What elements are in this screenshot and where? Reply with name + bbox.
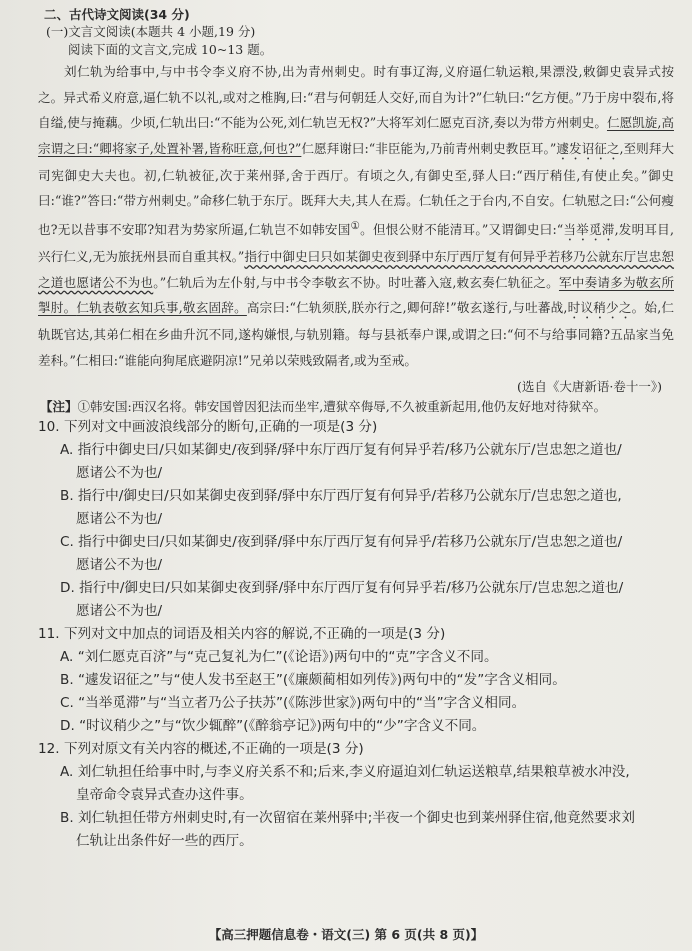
- passage-text: 。始,仁轨既官达,其弟仁相在乡曲升沉不同,遂构嫌恨,与轨别籍。每与县祇奉户课,或谓之曰:“何不与给事同籍?五品家当免差科。”仁相曰:“谁能向狗尾底避阴凉!”兄弟以荣贱致隔者,或为至戒。: [38, 300, 674, 368]
- option-text: 皇帝命令袁异式查办这件事。: [76, 786, 253, 803]
- question-11: [38, 623, 674, 738]
- option-c: C. “当举觅滞”与“当立者乃公子扶苏”(《陈涉世家》)两句中的“当”字含义相同。: [60, 694, 526, 711]
- question-12: [38, 738, 674, 853]
- passage-text: ,至则拜大司宪御史大夫也。初,仁轨被征,次于莱州驿,舍于西厅。有顷之久,有御史至,驿人曰:“西厅稍佳,有使止矣。”御史曰:“谁?”答曰:“带方州刺史。”命移仁轨于东厅。既拜大夫,其人在焉。仁轨任之于台内,不自安。仁轨慰之曰:“公何瘦也?无以昔事不安耶?知君为势家所逼,仁轨岂不如韩安国: [38, 140, 674, 238]
- question-stem: 11. 下列对文中加点的词语及相关内容的解说,不正确的一项是(3 分): [38, 625, 446, 642]
- passage-text: ,发明耳目,兴行仁义,无为旅抚州县而自重其权。”: [38, 222, 674, 265]
- instruction: 阅读下面的文言文,完成 10~13 题。: [68, 42, 273, 57]
- option-d: [60, 577, 674, 623]
- option-text: C. 指行中御史曰/只如某御史/夜到驿/驿中东厅西厅复有何异乎/若移乃公就东厅/岂忠恕之道也/: [60, 533, 623, 550]
- underlined-sentence: 仁愿凯旋,高宗谓之曰:“卿将家子,处置补署,皆称旺意,何也?”: [38, 115, 674, 156]
- option-text: D. 指行中/御史曰/只如某御史夜到驿/驿中东厅西厅复有何异乎若/移乃公就东厅/岂忠恕之道也/: [60, 579, 624, 596]
- section-title: 二、古代诗文阅读(34 分): [44, 7, 190, 22]
- passage-text: 。”仁轨后为左仆射,与中书令李敬玄不协。: [153, 274, 389, 290]
- subsection-title: (一)文言文阅读(本题共 4 小题,19 分): [46, 24, 256, 39]
- question-stem: 10. 下列对文中画波浪线部分的断句,正确的一项是(3 分): [38, 418, 378, 435]
- option-b: B. “遽发诏征之”与“使人发书至赵王”(《廉颇蔺相如列传》)两句中的“发”字含义相同。: [60, 671, 566, 688]
- dotted-word: 遽发诏征之: [556, 140, 620, 156]
- passage-text: 。但恨公财不能清耳。”又谓御史曰:“: [360, 222, 564, 238]
- option-text: B. 指行中/御史曰/只如某御史夜到驿/驿中东厅西厅复有何异乎/若移乃公就东厅/岂忠恕之道也,: [60, 487, 622, 504]
- passage-text: 高宗曰:“仁轨须朕,朕亦行之,卿何辞!”敬玄遂行,与吐蕃战,: [246, 300, 568, 316]
- underlined-sentence: 军中奏请多为敬玄所掣肘。: [38, 274, 674, 316]
- option-d: D. “时议稍少之”与“饮少辄醉”(《醉翁亭记》)两句中的“少”字含义不同。: [60, 717, 486, 734]
- dotted-word: 时议稍少之: [567, 300, 632, 316]
- option-b: [60, 485, 674, 531]
- option-b: [60, 807, 674, 853]
- option-c: [60, 531, 674, 577]
- option-text: 愿诸公不为也/: [76, 464, 163, 481]
- option-text: 愿诸公不为也/: [76, 602, 163, 619]
- option-text: A. 指行中御史曰/只如某御史/夜到驿/驿中东厅西厅复有何异乎若/移乃公就东厅/岂忠恕之道也/: [60, 441, 622, 458]
- passage-text: 岂无权?: [325, 115, 370, 131]
- option-text: A. 刘仁轨担任给事中时,与李义府关系不和;后来,李义府逼迫刘仁轨运送粮草,结果粮草被水冲没,: [60, 763, 630, 780]
- passage-text: ”大将军刘仁愿克百济,奏以为带方州刺史。: [369, 115, 607, 131]
- option-text: 愿诸公不为也/: [76, 510, 163, 527]
- option-text: 仁轨让出条件好一些的西厅。: [76, 832, 253, 849]
- option-text: 愿诸公不为也/: [76, 556, 163, 573]
- wavy-underlined-sentence: 指行中御史曰只如某御史夜到驿中东厅西厅复有何异乎若移乃公就东厅岂忠恕之道也愿诸公不为也: [38, 249, 675, 290]
- dotted-word: 当举觅滞: [563, 222, 615, 238]
- classical-passage: [38, 59, 674, 374]
- note-label: 【注】: [40, 398, 78, 414]
- footnote: [40, 398, 674, 416]
- passage-text: 仁愿拜谢曰:“非臣能为,乃前青州刺史教臣耳。”: [301, 140, 557, 156]
- option-a: A. “刘仁愿克百济”与“克己复礼为仁”(《论语》)两句中的“克”字含义不同。: [60, 648, 498, 665]
- option-text: B. 刘仁轨担任带方州刺史时,有一次留宿在莱州驿中;半夜一个御史也到莱州驿住宿,他竟然要求刘: [60, 809, 635, 826]
- passage-source: (选自《大唐新语·卷十一》): [517, 378, 662, 394]
- question-10: [38, 416, 674, 623]
- option-a: [60, 439, 674, 485]
- passage-text: 刘仁轨为给事中,与中书令李义府不协,出为青州刺史。时有事辽海,义府逼仁轨运粮,果漂没,敕御史袁异式按之。异式希义府意,逼仁轨不以礼,或对之椎胸,曰:“君与何朝廷人交好,而自为计?”仁轨曰:“乞方便。”乃于房中裂布,将自缢,使与掩藕。少顷,仁轨出曰:“不能为公死,刘仁轨: [38, 64, 674, 131]
- underlined-sentence: 仁轨表敬玄知兵事,敬玄固辞。: [76, 300, 247, 316]
- option-a: [60, 761, 674, 807]
- note-text: ①韩安国:西汉名将。韩安国曾因犯法而坐牢,遭狱卒侮辱,不久被重新起用,他仍友好地对待狱卒。: [77, 398, 607, 414]
- page-footer: 【高三押题信息卷・语文(三) 第 6 页(共 8 页)】: [208, 927, 484, 942]
- footnote-mark: ①: [350, 219, 361, 232]
- passage-text: 时吐蕃入寇,敕玄奏仁轨征之。: [388, 274, 559, 290]
- passage-paragraph: [38, 59, 674, 374]
- question-stem: 12. 下列对原文有关内容的概述,不正确的一项是(3 分): [38, 740, 364, 757]
